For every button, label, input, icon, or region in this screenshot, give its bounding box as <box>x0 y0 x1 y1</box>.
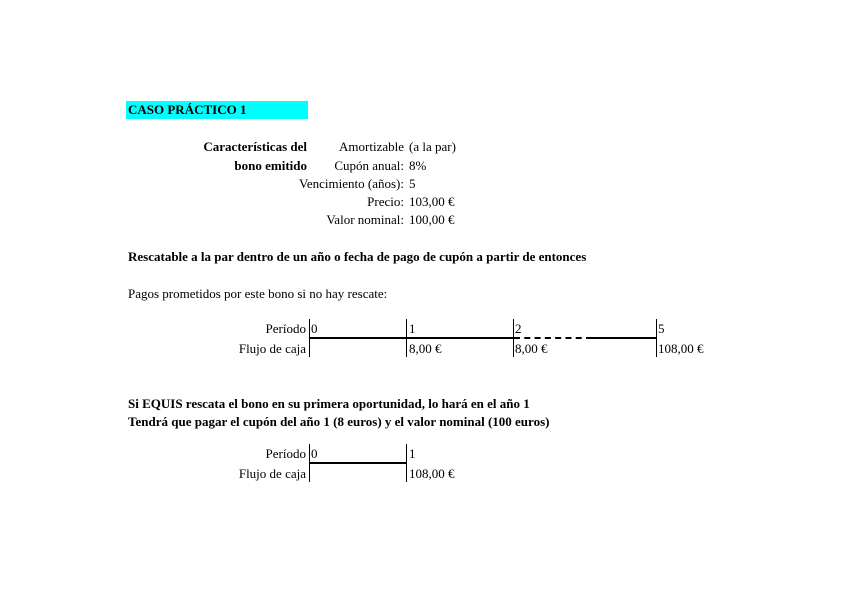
char-value-coupon: 8% <box>409 158 427 173</box>
char-label-amortizable: Amortizable <box>339 139 404 154</box>
timeline2-period-label: Período <box>265 446 306 461</box>
timeline2-axis <box>310 462 406 464</box>
timeline2-cashflow-label: Flujo de caja <box>238 466 306 481</box>
char-label-nominal: Valor nominal: <box>326 212 404 227</box>
timeline2-period-1: 1 <box>409 446 416 461</box>
timeline1-cashflow-2: 8,00 € <box>515 341 548 356</box>
timeline1-cashflow-label: Flujo de caja <box>238 341 306 356</box>
timeline1-axis-dashed <box>514 337 592 339</box>
char-value-price: 103,00 € <box>409 194 455 209</box>
characteristics-heading-line2: bono emitido <box>234 158 307 173</box>
callable-note: Rescatable a la par dentro de un año o fecha de pago de cupón a partir de entonces <box>128 249 587 264</box>
char-value-maturity: 5 <box>409 176 416 191</box>
char-label-price: Precio: <box>367 194 404 209</box>
timeline2-period-0: 0 <box>311 446 318 461</box>
timeline2-tick-1 <box>406 444 407 482</box>
char-value-amortizable: (a la par) <box>409 139 456 154</box>
timeline1-axis-solid-right <box>592 337 656 339</box>
char-label-coupon: Cupón anual: <box>334 158 404 173</box>
timeline1-period-2: 2 <box>515 321 522 336</box>
timeline1-period-0: 0 <box>311 321 318 336</box>
timeline1-axis-solid-left <box>310 337 513 339</box>
char-value-nominal: 100,00 € <box>409 212 455 227</box>
call-text-line2: Tendrá que pagar el cupón del año 1 (8 euros) y el valor nominal (100 euros) <box>128 414 550 429</box>
page-title: CASO PRÁCTICO 1 <box>128 102 247 117</box>
timeline1-tick-5 <box>656 319 657 357</box>
promised-payments-text: Pagos prometidos por este bono si no hay rescate: <box>128 286 388 301</box>
timeline1-period-5: 5 <box>658 321 665 336</box>
char-label-maturity: Vencimiento (años): <box>298 176 404 191</box>
timeline1-period-1: 1 <box>409 321 416 336</box>
call-text-line1: Si EQUIS rescata el bono en su primera oportunidad, lo hará en el año 1 <box>128 396 530 411</box>
timeline1-cashflow-5: 108,00 € <box>658 341 704 356</box>
timeline1-cashflow-1: 8,00 € <box>409 341 442 356</box>
timeline2-cashflow-1: 108,00 € <box>409 466 455 481</box>
timeline1-period-label: Período <box>265 321 306 336</box>
characteristics-heading-line1: Características del <box>203 139 307 154</box>
